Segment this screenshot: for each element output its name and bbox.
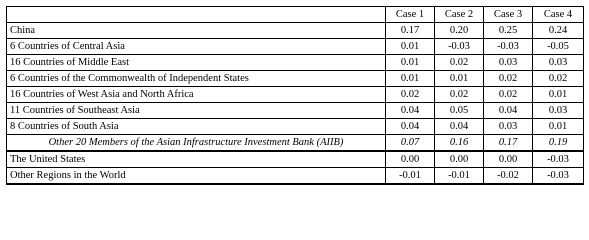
cell-value: -0.01 (386, 168, 435, 185)
table-row (7, 168, 584, 185)
table-row-aiib (7, 135, 584, 152)
row-label: 8 Countries of South Asia (7, 119, 386, 135)
cell-value: 0.17 (386, 23, 435, 39)
table-row (7, 151, 584, 168)
cell-value: 0.01 (533, 119, 584, 135)
cell-value: 0.19 (533, 135, 584, 152)
row-label: Other 20 Members of the Asian Infrastructure Investment Bank (AIIB) (7, 135, 386, 152)
table-row (7, 103, 584, 119)
row-label: Other Regions in the World (7, 168, 386, 185)
cell-value: 0.24 (533, 23, 584, 39)
column-header-case-1: Case 1 (386, 7, 435, 23)
corner-cell (7, 7, 386, 23)
cell-value: -0.05 (533, 39, 584, 55)
column-header-case-3: Case 3 (484, 7, 533, 23)
cell-value: 0.01 (386, 39, 435, 55)
cell-value: 0.02 (435, 87, 484, 103)
cell-value: 0.01 (386, 55, 435, 71)
cell-value: 0.01 (435, 71, 484, 87)
table-row (7, 39, 584, 55)
cell-value: 0.02 (386, 87, 435, 103)
table-row (7, 87, 584, 103)
row-label: 16 Countries of Middle East (7, 55, 386, 71)
cell-value: -0.03 (533, 168, 584, 185)
cell-value: 0.03 (484, 119, 533, 135)
column-header-case-4: Case 4 (533, 7, 584, 23)
cell-value: 0.04 (484, 103, 533, 119)
cell-value: 0.17 (484, 135, 533, 152)
column-header-case-2: Case 2 (435, 7, 484, 23)
table-row (7, 119, 584, 135)
row-label: 16 Countries of West Asia and North Africa (7, 87, 386, 103)
cell-value: 0.16 (435, 135, 484, 152)
cell-value: 0.04 (435, 119, 484, 135)
cell-value: 0.03 (533, 55, 584, 71)
cell-value: -0.02 (484, 168, 533, 185)
cell-value: 0.07 (386, 135, 435, 152)
cell-value: 0.20 (435, 23, 484, 39)
cell-value: 0.02 (484, 87, 533, 103)
table-row (7, 71, 584, 87)
header-row (7, 7, 584, 23)
row-label: 6 Countries of the Commonwealth of Independent States (7, 71, 386, 87)
cell-value: -0.01 (435, 168, 484, 185)
cell-value: 0.00 (386, 151, 435, 168)
results-table (6, 6, 584, 185)
cell-value: 0.04 (386, 103, 435, 119)
cell-value: 0.03 (533, 103, 584, 119)
table-row (7, 23, 584, 39)
row-label: 6 Countries of Central Asia (7, 39, 386, 55)
table-container (6, 6, 584, 185)
cell-value: 0.03 (484, 55, 533, 71)
row-label: The United States (7, 151, 386, 168)
cell-value: 0.02 (484, 71, 533, 87)
cell-value: 0.01 (386, 71, 435, 87)
cell-value: -0.03 (484, 39, 533, 55)
cell-value: 0.01 (533, 87, 584, 103)
cell-value: 0.05 (435, 103, 484, 119)
cell-value: 0.04 (386, 119, 435, 135)
table-row (7, 55, 584, 71)
cell-value: 0.00 (484, 151, 533, 168)
cell-value: 0.00 (435, 151, 484, 168)
cell-value: 0.02 (435, 55, 484, 71)
cell-value: 0.02 (533, 71, 584, 87)
cell-value: 0.25 (484, 23, 533, 39)
row-label: China (7, 23, 386, 39)
cell-value: -0.03 (533, 151, 584, 168)
cell-value: -0.03 (435, 39, 484, 55)
row-label: 11 Countries of Southeast Asia (7, 103, 386, 119)
